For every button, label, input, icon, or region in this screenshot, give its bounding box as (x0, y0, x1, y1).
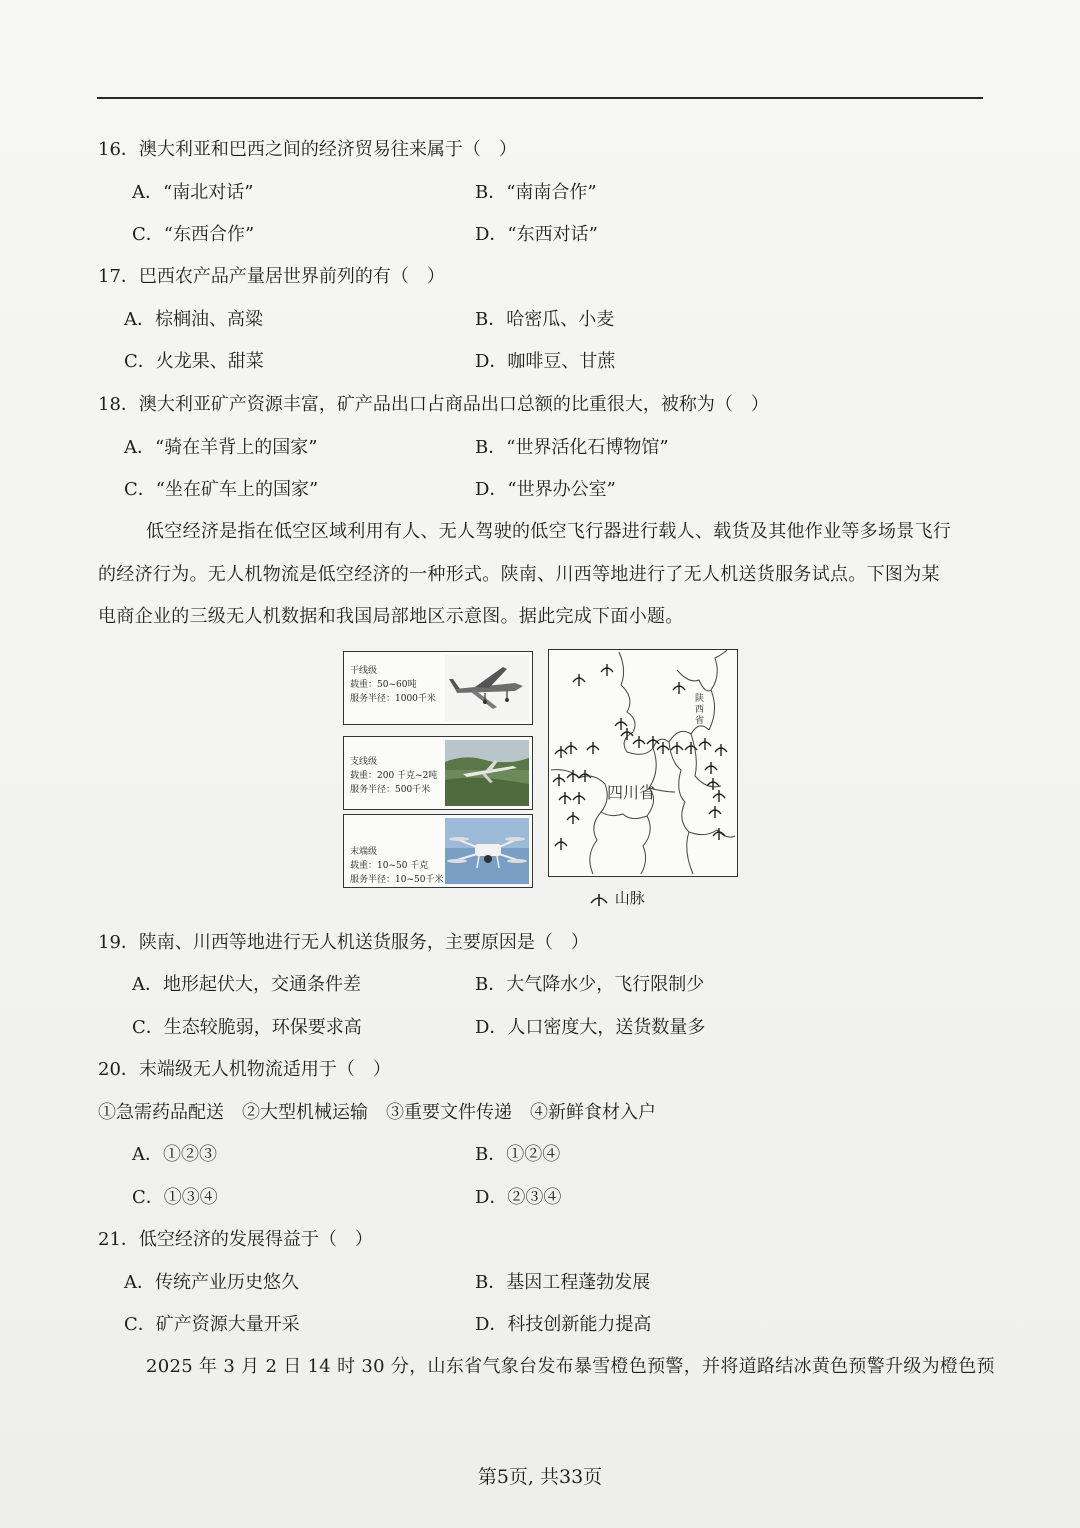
question-17-option-b: B．哈密瓜、小麦 (475, 309, 615, 330)
passage-line-3: 电商企业的三级无人机数据和我国局部地区示意图。据此完成下面小题。 (98, 606, 684, 627)
question-20-option-d: D．②③④ (475, 1187, 562, 1208)
question-21-option-c: C．矿产资源大量开采 (124, 1314, 300, 1335)
drone-load-label: 载重：10~50 千克 (350, 861, 429, 871)
question-18-option-a: A．“骑在羊背上的国家” (124, 437, 318, 458)
question-19-option-a: A．地形起伏大，交通条件差 (132, 974, 361, 995)
question-16-option-d: D．“东西对话” (475, 224, 598, 245)
fixed-wing-drone-icon (445, 655, 529, 721)
question-16-stem: 16．澳大利亚和巴西之间的经济贸易往来属于（ ） (98, 139, 517, 160)
drone-panel-trunk (343, 651, 533, 725)
question-19-option-d: D．人口密度大，送货数量多 (475, 1017, 706, 1038)
question-19-option-c: C．生态较脆弱，环保要求高 (132, 1017, 362, 1038)
question-20-option-b: B．①②④ (475, 1144, 561, 1165)
question-19-option-b: B．大气降水少，飞行限制少 (475, 974, 705, 995)
legend-label: 山脉 (614, 889, 645, 907)
question-20-items: ①急需药品配送 ②大型机械运输 ③重要文件传递 ④新鲜食材入户 (98, 1102, 656, 1123)
question-17-stem: 17．巴西农产品产量居世界前列的有（ ） (98, 266, 445, 287)
sichuan-province-label: 四川省 (607, 783, 656, 802)
drone-level-label: 末端级 (350, 847, 378, 857)
mountain-legend-icon (588, 891, 610, 907)
passage-line-1: 低空经济是指在低空区域利用有人、无人驾驶的低空飞行器进行载人、载货及其他作业等多场景飞行 (146, 521, 952, 542)
question-17-option-c: C．火龙果、甜菜 (124, 351, 264, 372)
question-18-stem: 18．澳大利亚矿产资源丰富，矿产品出口占商品出口总额的比重很大，被称为（ ） (98, 394, 769, 415)
question-20-option-a: A．①②③ (132, 1144, 217, 1165)
question-17-option-a: A．棕榈油、高粱 (124, 309, 263, 330)
question-16-option-a: A．“南北对话” (132, 182, 254, 203)
drone-panel-terminal (343, 814, 533, 888)
drone-load-label: 载重：50~60吨 (350, 680, 417, 690)
question-21-stem: 21．低空经济的发展得益于（ ） (98, 1229, 373, 1250)
mountain-symbols (549, 650, 736, 875)
regional-map (548, 649, 738, 877)
drone-radius-label: 服务半径：500千米 (350, 785, 431, 795)
passage-line-2: 的经济行为。无人机物流是低空经济的一种形式。陕南、川西等地进行了无人机送货服务试点。下图为某 (98, 564, 940, 585)
question-21-option-a: A．传统产业历史悠久 (124, 1272, 299, 1293)
question-18-option-c: C．“坐在矿车上的国家” (124, 479, 319, 500)
drone-panel-branch (343, 736, 533, 810)
question-20-stem: 20．末端级无人机物流适用于（ ） (98, 1059, 391, 1080)
question-17-option-d: D．咖啡豆、甘蔗 (475, 351, 616, 372)
drone-level-label: 干线级 (350, 666, 378, 676)
next-passage-line: 2025 年 3 月 2 日 14 时 30 分，山东省气象台发布暴雪橙色预警，并将道路结冰黄色预警升级为橙色预 (146, 1356, 995, 1377)
drone-radius-label: 服务半径：1000千米 (350, 694, 436, 704)
question-21-option-b: B．基因工程蓬勃发展 (475, 1272, 651, 1293)
top-divider (97, 97, 983, 99)
question-18-option-b: B．“世界活化石博物馆” (475, 437, 669, 458)
shaanxi-province-label: 陕西省 (695, 694, 705, 726)
drone-level-label: 支线级 (350, 757, 378, 767)
page-number: 第5页, 共33页 (477, 1466, 603, 1488)
question-20-option-c: C．①③④ (132, 1187, 218, 1208)
question-16-option-b: B．“南南合作” (475, 182, 597, 203)
question-18-option-d: D．“世界办公室” (475, 479, 616, 500)
drone-load-label: 载重：200 千克~2吨 (350, 771, 438, 781)
branch-drone-photo-icon (445, 740, 529, 806)
drone-and-map-figure (343, 649, 738, 911)
question-19-stem: 19．陕南、川西等地进行无人机送货服务，主要原因是（ ） (98, 932, 589, 953)
question-21-option-d: D．科技创新能力提高 (475, 1314, 652, 1335)
drone-radius-label: 服务半径：10~50千米 (350, 875, 444, 885)
map-legend (588, 887, 645, 908)
quadcopter-drone-icon (445, 818, 529, 884)
question-16-option-c: C．“东西合作” (132, 224, 255, 245)
